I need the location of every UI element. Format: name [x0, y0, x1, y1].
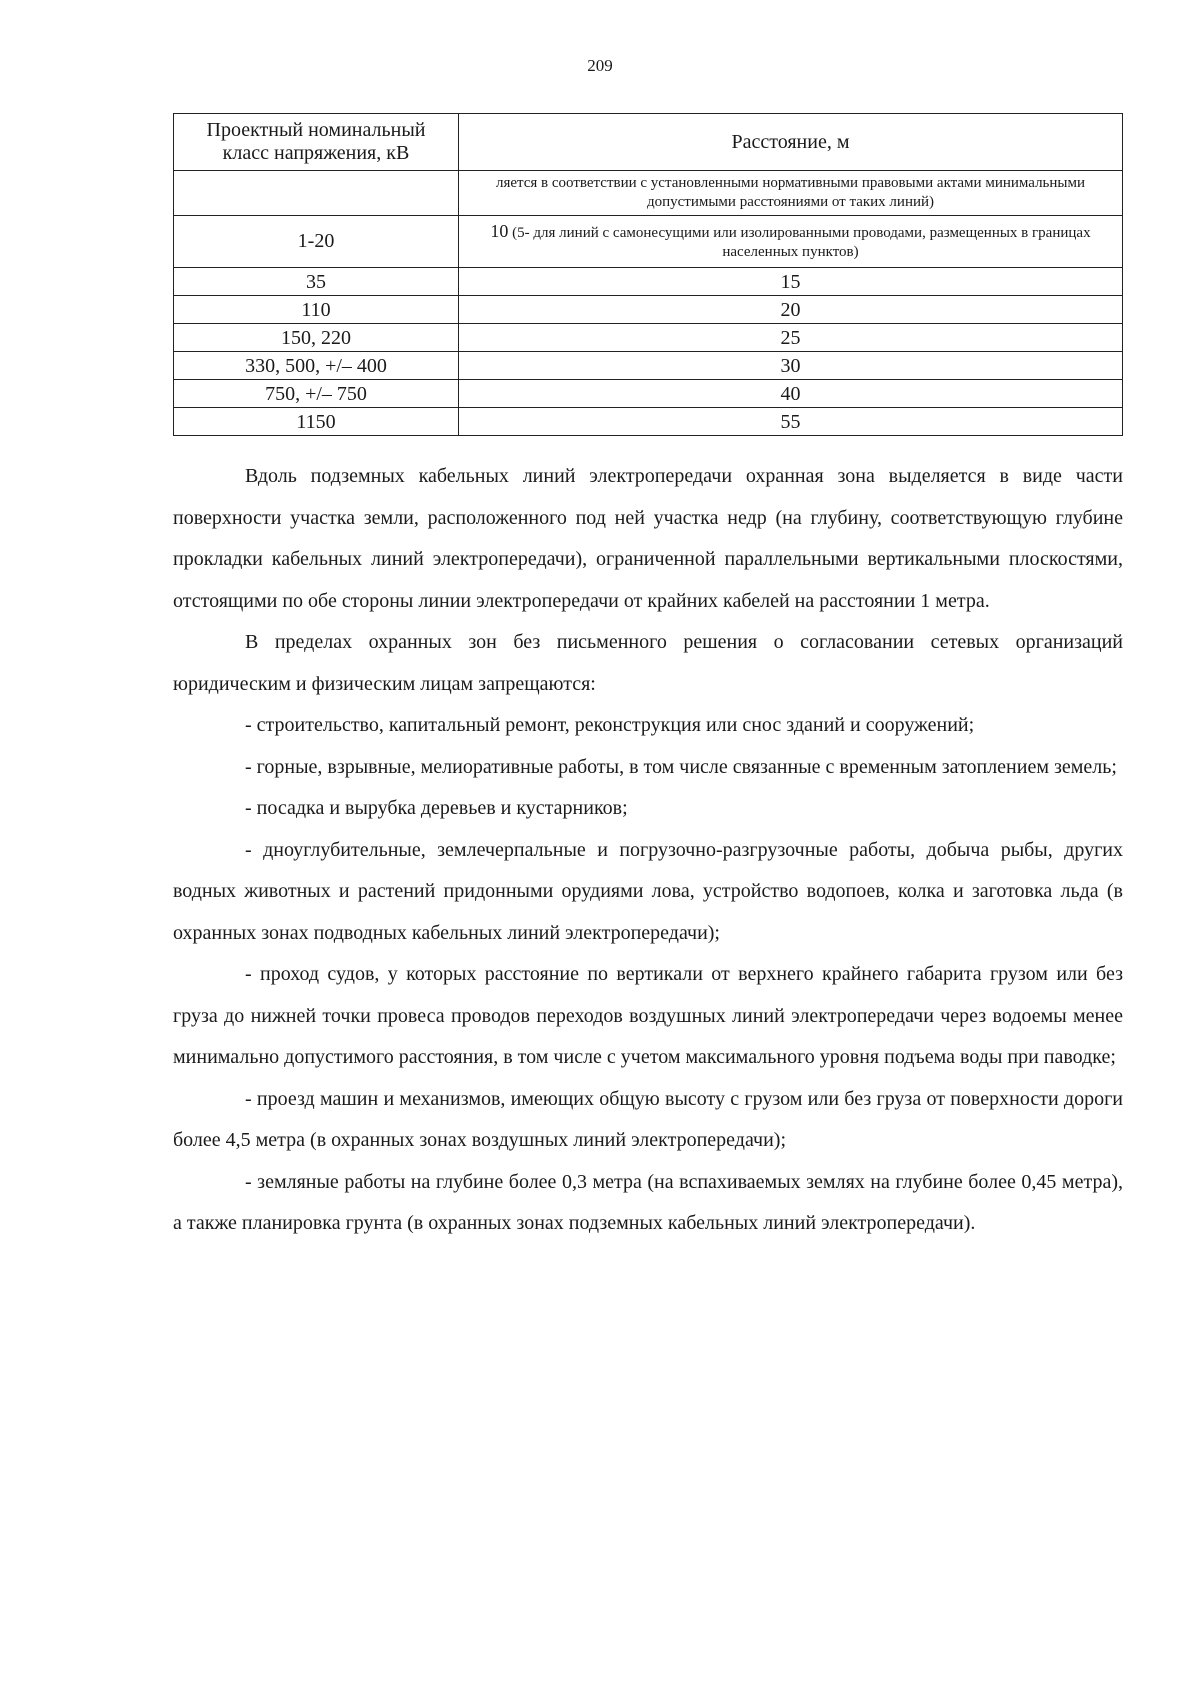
distance-cell: 55 [459, 408, 1123, 436]
header-voltage-class: Проектный номинальный класс напряжения, кВ [174, 114, 459, 171]
distance-cell: 15 [459, 268, 1123, 296]
table-row [174, 352, 1123, 380]
table-row [174, 408, 1123, 436]
table-row [174, 216, 1123, 268]
distance-value: 10 [490, 220, 509, 241]
table-row [174, 268, 1123, 296]
voltage-cell: 110 [174, 296, 459, 324]
table-row [174, 296, 1123, 324]
list-item-earthworks: - земляные работы на глубине более 0,3 метра (на вспахиваемых землях на глубине более 0,45 метра), а также планировка грунта (в охранных зонах подземных кабельных линий электропередачи). [173, 1170, 1123, 1234]
continuation-voltage-cell [174, 171, 459, 216]
voltage-cell: 330, 500, +/– 400 [174, 352, 459, 380]
table-row [174, 324, 1123, 352]
distance-cell: 30 [459, 352, 1123, 380]
paragraph-underground-zone: Вдоль подземных кабельных линий электропередачи охранная зона выделяется в виде части поверхности участка земли, расположенного под ней участка недр (на глубину, соответствующую глубине прокладки кабельных линий электропередачи), ограниченной параллельными вертикальными плоскостями, отстоящими по обе стороны линии электропередачи от крайних кабелей на расстоянии 1 метра. [173, 465, 1123, 612]
list-item-dredging: - дноуглубительные, землечерпальные и погрузочно-разгрузочные работы, добыча рыбы, других водных животных и растений придонными орудиями лова, устройство водопоев, колка и заготовка льда (в охранных зонах подводных кабельных линий электропередачи); [173, 838, 1123, 944]
distance-cell [459, 216, 1123, 268]
distance-cell: 25 [459, 324, 1123, 352]
continuation-distance-note: ляется в соответствии с установленными нормативными правовыми актами минимальными допустимыми расстояниями от таких линий) [459, 171, 1123, 216]
list-item-vehicle-passage: - проезд машин и механизмов, имеющих общую высоту с грузом или без груза от поверхности дороги более 4,5 метра (в охранных зонах воздушных линий электропередачи); [173, 1087, 1123, 1151]
paragraph-prohibitions-intro: В пределах охранных зон без письменного решения о согласовании сетевых организаций юридическим и физическим лицам запрещаются: [173, 631, 1123, 695]
list-item-construction: - строительство, капитальный ремонт, реконструкция или снос зданий и сооружений; [245, 714, 975, 736]
voltage-cell: 150, 220 [174, 324, 459, 352]
header-distance: Расстояние, м [459, 114, 1123, 171]
voltage-cell: 1150 [174, 408, 459, 436]
body-text [173, 456, 1123, 1245]
voltage-cell: 35 [174, 268, 459, 296]
table-continuation-row [174, 171, 1123, 216]
distance-cell: 40 [459, 380, 1123, 408]
table-header-row [174, 114, 1123, 171]
voltage-distance-table [173, 113, 1123, 436]
voltage-cell: 750, +/– 750 [174, 380, 459, 408]
voltage-cell: 1-20 [174, 216, 459, 268]
list-item-vessel-passage: - проход судов, у которых расстояние по вертикали от верхнего крайнего габарита грузом или без груза до нижней точки провеса проводов переходов воздушных линий электропередачи через водоемы менее минимально допустимого расстояния, в том числе с учетом максимального уровня подъема воды при паводке; [173, 963, 1123, 1068]
distance-note: (5- для линий с самонесущими или изолированными проводами, размещенных в границах населенных пунктов) [512, 224, 1091, 260]
list-item-tree-planting: - посадка и вырубка деревьев и кустарников; [245, 797, 628, 819]
list-item-mining-works: - горные, взрывные, мелиоративные работы, в том числе связанные с временным затоплением земель; [245, 755, 1117, 778]
distance-cell: 20 [459, 296, 1123, 324]
table-row [174, 380, 1123, 408]
page-number: 209 [587, 56, 613, 75]
